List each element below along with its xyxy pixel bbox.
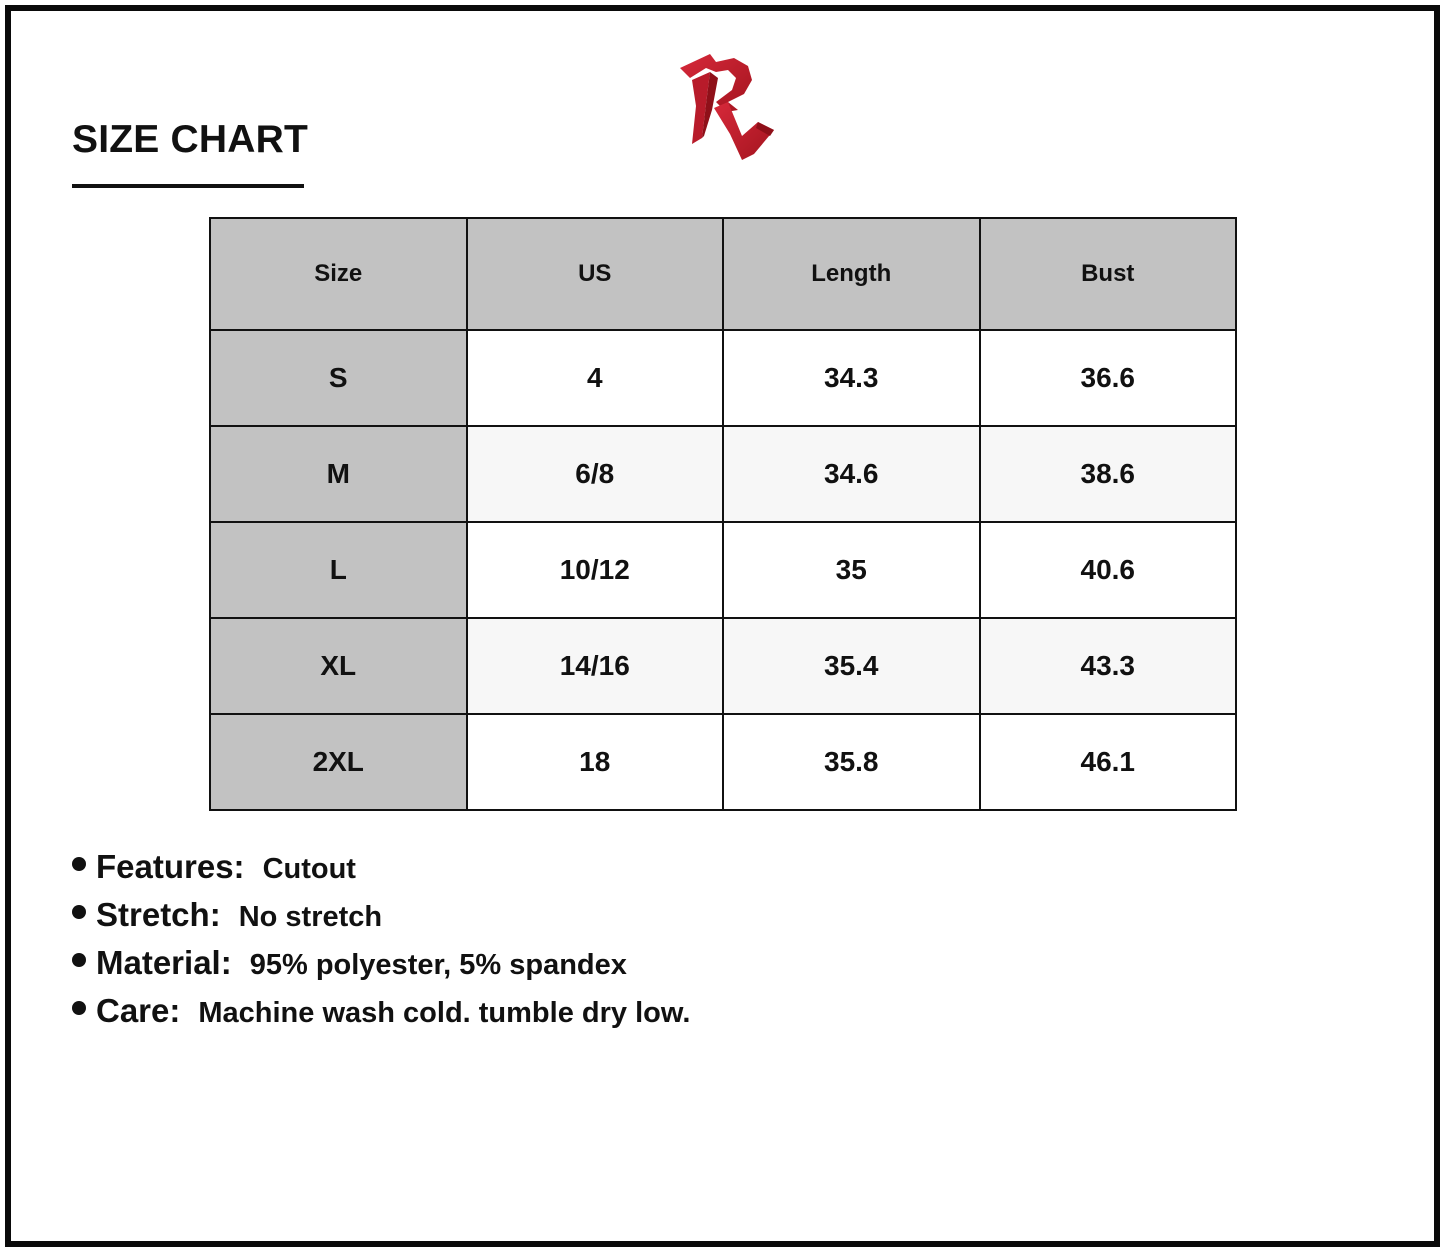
column-header-bust: Bust (980, 218, 1237, 330)
size-cell: XL (210, 618, 467, 714)
size-cell: 2XL (210, 714, 467, 810)
detail-value: No stretch (238, 901, 383, 933)
detail-material (72, 944, 690, 992)
bullet-icon (72, 1001, 86, 1015)
size-cell: L (210, 522, 467, 618)
size-cell: M (210, 426, 467, 522)
bust-cell: 38.6 (980, 426, 1237, 522)
bullet-icon (72, 953, 86, 967)
bullet-icon (72, 857, 86, 871)
column-header-length: Length (723, 218, 980, 330)
detail-label: Care: (96, 992, 181, 1029)
detail-label: Stretch: (96, 896, 221, 933)
detail-care (72, 992, 690, 1040)
rulvian-r-logo-icon (676, 50, 776, 162)
bust-cell: 40.6 (980, 522, 1237, 618)
bust-cell: 36.6 (980, 330, 1237, 426)
table-row (210, 330, 1236, 426)
us-cell: 6/8 (467, 426, 724, 522)
us-cell: 14/16 (467, 618, 724, 714)
page-title: SIZE CHART (72, 118, 308, 161)
bust-cell: 46.1 (980, 714, 1237, 810)
table-row (210, 426, 1236, 522)
brand-logo (626, 50, 822, 200)
length-cell: 34.3 (723, 330, 980, 426)
detail-value: Cutout (262, 853, 356, 885)
length-cell: 34.6 (723, 426, 980, 522)
table-row (210, 618, 1236, 714)
us-cell: 18 (467, 714, 724, 810)
detail-value: Machine wash cold. tumble dry low. (198, 997, 691, 1029)
detail-features (72, 848, 690, 896)
us-cell: 4 (467, 330, 724, 426)
bullet-icon (72, 905, 86, 919)
bust-cell: 43.3 (980, 618, 1237, 714)
length-cell: 35.8 (723, 714, 980, 810)
size-table (209, 217, 1237, 811)
length-cell: 35.4 (723, 618, 980, 714)
detail-label: Features: (96, 848, 245, 885)
detail-label: Material: (96, 944, 232, 981)
title-underline (72, 184, 304, 188)
us-cell: 10/12 (467, 522, 724, 618)
column-header-size: Size (210, 218, 467, 330)
size-cell: S (210, 330, 467, 426)
table-header-row (210, 218, 1236, 330)
product-details-list (72, 848, 690, 1040)
detail-value: 95% polyester, 5% spandex (249, 949, 627, 981)
column-header-us: US (467, 218, 724, 330)
table-row (210, 714, 1236, 810)
length-cell: 35 (723, 522, 980, 618)
table-row (210, 522, 1236, 618)
detail-stretch (72, 896, 690, 944)
